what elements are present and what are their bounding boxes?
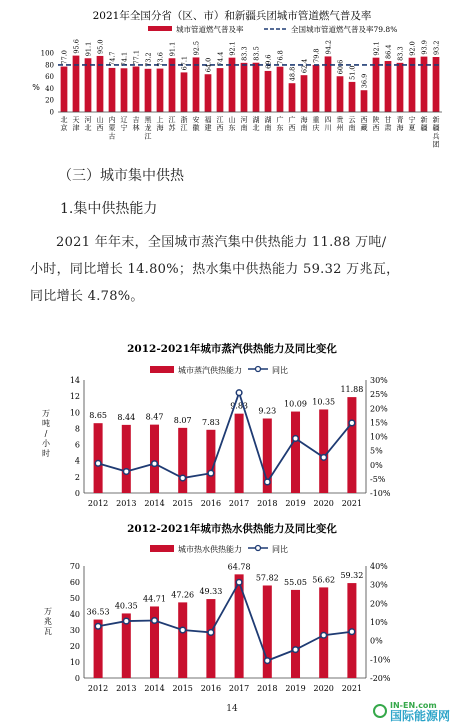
chart1-category-label: 上海 xyxy=(156,116,164,133)
chart1-category-label: 山西 xyxy=(96,116,104,133)
watermark-logo xyxy=(372,700,456,722)
chart1-value-label: 74.1 xyxy=(120,51,129,67)
hotwater-capacity-chart xyxy=(0,516,464,698)
chart1-value-label: 48.8 xyxy=(288,66,297,82)
chart3-category-label: 2020 xyxy=(313,684,334,693)
chart1-bar xyxy=(217,68,224,112)
chart3-yoy-line xyxy=(98,582,352,660)
chart1-bar xyxy=(265,71,272,112)
chart1-bar xyxy=(349,82,356,112)
watermark-leaf-icon xyxy=(374,705,386,717)
chart2-value-label: 10.09 xyxy=(284,399,307,409)
chart2-right-tick: 10% xyxy=(370,432,388,442)
chart1-y-tick: 80 xyxy=(45,61,54,70)
chart3-right-tick: 20% xyxy=(370,599,388,609)
chart1-value-label: 91.1 xyxy=(84,41,93,57)
chart1-y-tick: 40 xyxy=(45,84,54,93)
chart3-value-label: 44.71 xyxy=(143,594,166,604)
gas-penetration-chart xyxy=(0,0,464,160)
chart3-left-tick: 70 xyxy=(69,562,80,571)
steam-capacity-chart xyxy=(0,336,464,516)
chart1-bar xyxy=(373,58,380,112)
chart2-bar xyxy=(235,414,244,493)
chart1-category-label: 广西 xyxy=(288,116,296,133)
paragraph-line-1: 2021 年年末，全国城市蒸汽集中供热能力 11.88 万吨/ xyxy=(56,235,387,250)
chart2-left-tick: 10 xyxy=(69,408,80,418)
chart3-left-tick: 30 xyxy=(69,626,80,635)
chart2-left-tick: 14 xyxy=(69,376,80,385)
chart1-bar xyxy=(205,74,212,112)
chart1-category-label: 湖北 xyxy=(252,116,260,133)
chart1-value-label: 83.5 xyxy=(252,46,261,61)
chart1-value-label: 95.0 xyxy=(96,39,105,54)
chart3-yoy-point xyxy=(293,647,299,653)
chart2-value-label: 9.83 xyxy=(230,401,249,411)
chart2-category-label: 2019 xyxy=(285,499,306,508)
chart1-bar xyxy=(385,61,392,112)
chart3-value-label: 57.82 xyxy=(255,573,279,583)
chart1-bar xyxy=(277,67,284,112)
chart1-bar xyxy=(145,69,152,112)
chart2-right-tick: 25% xyxy=(370,390,388,400)
chart1-bar xyxy=(397,63,404,112)
chart1-value-label: 73.2 xyxy=(144,52,153,67)
chart2-yoy-point xyxy=(152,461,158,467)
chart3-left-tick: 0 xyxy=(74,674,80,683)
chart3-category-label: 2019 xyxy=(285,684,306,693)
chart1-category-label: 黑龙江 xyxy=(144,116,152,141)
chart3-value-label: 47.26 xyxy=(171,590,195,600)
chart1-value-label: 64.0 xyxy=(204,57,213,73)
chart1-value-label: 92.1 xyxy=(372,41,381,56)
chart3-value-label: 40.35 xyxy=(114,601,138,611)
chart1-bar xyxy=(313,65,320,112)
chart3-bar xyxy=(178,602,187,678)
chart1-category-label: 天津 xyxy=(72,116,80,133)
chart1-value-label: 92.0 xyxy=(408,41,417,56)
chart1-legend-line: 全国城市管道燃气普及率79.8% xyxy=(291,25,398,34)
chart3-category-label: 2013 xyxy=(116,684,137,693)
chart3-ylabel: 万兆瓦 xyxy=(44,607,52,636)
chart1-category-label: 河南 xyxy=(240,116,248,133)
chart2-right-tick: 20% xyxy=(370,404,388,414)
chart2-right-tick: -10% xyxy=(370,489,391,498)
chart1-bar xyxy=(337,76,344,112)
chart1-y-tick: 60 xyxy=(45,73,54,82)
chart3-left-tick: 60 xyxy=(69,578,80,587)
chart3-category-label: 2016 xyxy=(200,684,222,693)
chart2-yoy-point xyxy=(265,479,271,485)
chart2-yoy-point xyxy=(95,461,101,467)
chart2-yoy-point xyxy=(293,436,299,442)
chart1-legend-bar-swatch xyxy=(148,26,172,31)
chart2-bar xyxy=(206,430,215,493)
chart1-category-label: 吉林 xyxy=(132,116,140,133)
chart2-category-label: 2018 xyxy=(257,499,278,508)
chart2-category-label: 2012 xyxy=(87,499,109,508)
chart3-right-tick: 0% xyxy=(370,636,383,646)
chart3-right-tick: 40% xyxy=(370,562,388,571)
chart3-category-label: 2014 xyxy=(144,684,165,693)
chart1-category-label: 宁夏 xyxy=(408,116,416,133)
chart1-category-label: 广东 xyxy=(276,116,284,133)
chart1-value-label: 86.4 xyxy=(384,44,393,60)
chart2-category-label: 2013 xyxy=(116,499,137,508)
chart1-category-label: 湖南 xyxy=(264,116,272,133)
chart1-value-label: 95.6 xyxy=(72,39,81,54)
paragraph-line-3: 同比增长 4.78%。 xyxy=(30,289,144,304)
chart1-category-label: 贵州 xyxy=(336,116,344,133)
chart3-right-tick: 10% xyxy=(370,618,388,627)
chart2-left-tick: 2 xyxy=(74,472,80,482)
chart3-legend-marker xyxy=(256,546,261,551)
chart3-category-label: 2012 xyxy=(87,684,109,693)
chart2-bar xyxy=(94,423,103,493)
chart1-bar xyxy=(301,75,308,112)
chart1-category-label: 陕西 xyxy=(372,116,380,133)
chart2-right-tick: -5% xyxy=(370,474,386,484)
chart1-bar xyxy=(253,63,260,112)
chart3-left-tick: 40 xyxy=(69,610,80,619)
chart1-bar xyxy=(121,68,128,112)
chart3-yoy-point xyxy=(124,618,130,624)
chart1-category-label: 山东 xyxy=(228,116,236,133)
chart1-value-label: 94.2 xyxy=(324,39,333,55)
chart1-category-label: 北京 xyxy=(60,116,68,133)
chart3-category-label: 2021 xyxy=(341,684,363,693)
chart1-value-label: 92.1 xyxy=(228,41,237,56)
chart3-yoy-point xyxy=(349,629,355,635)
chart2-bar xyxy=(178,428,187,493)
chart1-value-label: 69.6 xyxy=(264,54,273,69)
chart1-category-label: 辽宁 xyxy=(120,116,128,133)
chart1-category-label: 四川 xyxy=(324,116,332,133)
chart2-value-label: 9.23 xyxy=(258,406,277,416)
chart1-category-label: 云南 xyxy=(348,116,356,133)
chart3-left-tick: 10 xyxy=(69,658,80,667)
watermark-main: 国际能源网 xyxy=(390,709,451,722)
chart3-legend-bar-swatch xyxy=(150,545,174,552)
chart1-value-label: 67.1 xyxy=(180,55,189,71)
chart3-yoy-point xyxy=(180,627,186,633)
chart1-y-tick: 0 xyxy=(49,108,54,117)
chart2-yoy-point xyxy=(124,469,130,475)
chart3-bar xyxy=(291,590,300,678)
chart2-value-label: 8.44 xyxy=(117,412,136,422)
chart3-right-tick: -10% xyxy=(370,655,391,665)
chart1-value-label: 83.3 xyxy=(396,46,405,61)
chart2-yoy-point xyxy=(208,470,214,476)
chart1-bar xyxy=(157,69,164,112)
chart3-category-label: 2017 xyxy=(228,684,250,693)
chart2-ylabel: 万吨/小时 xyxy=(42,409,50,458)
chart3-right-tick: 30% xyxy=(370,580,388,590)
chart1-value-label: 74.4 xyxy=(216,51,225,67)
chart2-category-label: 2020 xyxy=(313,499,334,508)
chart2-bar xyxy=(319,409,328,493)
paragraph xyxy=(30,229,450,310)
chart2-title: 2012-2021年城市蒸汽供热能力及同比变化 xyxy=(127,343,337,355)
chart1-bar xyxy=(133,67,140,112)
chart2-bar xyxy=(150,425,159,493)
chart2-value-label: 10.35 xyxy=(312,397,336,407)
chart3-category-label: 2018 xyxy=(257,684,278,693)
chart1-y-tick: 100 xyxy=(40,49,54,58)
chart2-bar xyxy=(291,412,300,493)
page-number: 14 xyxy=(226,704,238,714)
chart3-value-label: 49.33 xyxy=(199,587,223,597)
chart2-category-label: 2015 xyxy=(172,499,193,508)
chart3-title: 2012-2021年城市热水供热能力及同比变化 xyxy=(127,523,337,535)
chart1-category-label: 海南 xyxy=(300,116,308,133)
chart2-left-tick: 12 xyxy=(69,392,80,402)
chart2-right-tick: 0% xyxy=(370,460,383,470)
chart1-value-label: 93.9 xyxy=(420,40,429,55)
chart3-category-label: 2015 xyxy=(172,684,193,693)
chart3-legend-bar: 城市热水供热能力 xyxy=(178,545,242,554)
chart2-category-label: 2021 xyxy=(341,499,363,508)
chart2-right-tick: 5% xyxy=(370,446,383,456)
chart1-bar xyxy=(361,90,368,112)
chart2-right-tick: 30% xyxy=(370,376,388,385)
chart2-legend-line: 同比 xyxy=(272,366,288,375)
chart3-value-label: 64.78 xyxy=(227,562,251,572)
chart2-left-tick: 0 xyxy=(74,489,80,498)
chart1-title: 2021年全国分省（区、市）和新疆兵团城市管道燃气普及率 xyxy=(92,10,372,22)
chart2-yoy-point xyxy=(349,420,355,426)
chart1-value-label: 77.1 xyxy=(132,50,141,65)
chart3-yoy-point xyxy=(152,618,158,624)
chart1-bar xyxy=(241,63,248,112)
chart2-left-tick: 4 xyxy=(74,456,80,466)
chart3-right-tick: -20% xyxy=(370,674,391,683)
chart1-value-label: 91.1 xyxy=(168,41,177,57)
chart1-bar xyxy=(181,72,188,112)
chart3-value-label: 56.62 xyxy=(312,575,336,585)
chart2-left-tick: 6 xyxy=(74,440,80,450)
chart1-bar xyxy=(85,58,92,112)
chart1-category-label: 福建 xyxy=(204,116,212,133)
chart1-category-label: 浙江 xyxy=(180,116,188,133)
chart1-bar xyxy=(61,67,68,112)
chart3-left-tick: 20 xyxy=(69,642,80,651)
chart1-bar xyxy=(289,83,296,112)
chart2-category-label: 2014 xyxy=(144,499,165,508)
chart1-value-label: 73.6 xyxy=(156,52,165,67)
chart2-legend-marker xyxy=(256,367,261,372)
chart2-value-label: 8.07 xyxy=(173,415,192,425)
chart1-category-label: 河北 xyxy=(84,116,92,133)
chart2-value-label: 7.83 xyxy=(201,417,220,427)
chart3-yoy-point xyxy=(208,630,214,636)
chart1-value-label: 62.4 xyxy=(300,58,309,74)
chart1-value-label: 77.0 xyxy=(60,50,69,65)
chart1-bar xyxy=(409,58,416,112)
chart1-unit: % xyxy=(32,83,40,92)
chart3-yoy-point xyxy=(265,658,271,664)
chart2-category-label: 2017 xyxy=(228,499,250,508)
chart1-category-label: 重庆 xyxy=(312,116,320,133)
chart2-left-tick: 8 xyxy=(74,424,80,434)
paragraph-line-2: 小时，同比增长 14.80%；热水集中供热能力 59.32 万兆瓦， xyxy=(30,262,400,277)
chart1-value-label: 60.6 xyxy=(336,59,345,75)
chart2-right-tick: 15% xyxy=(370,418,388,428)
chart1-bar xyxy=(73,56,80,112)
chart3-left-tick: 50 xyxy=(69,594,80,603)
chart2-category-label: 2016 xyxy=(200,499,222,508)
chart1-category-label: 青海 xyxy=(396,116,404,133)
chart1-category-label: 内蒙古 xyxy=(108,116,116,141)
chart2-legend-bar-swatch xyxy=(150,366,174,373)
chart1-bar xyxy=(169,58,176,112)
chart3-legend-line: 同比 xyxy=(272,545,288,554)
chart1-value-label: 36.9 xyxy=(360,73,369,89)
chart3-value-label: 59.32 xyxy=(340,571,364,581)
chart1-value-label: 93.2 xyxy=(432,40,441,56)
chart1-value-label: 92.5 xyxy=(192,40,201,56)
chart1-value-label: 79.8 xyxy=(312,48,321,63)
chart2-value-label: 11.88 xyxy=(340,385,364,395)
chart2-legend-bar: 城市蒸汽供热能力 xyxy=(178,366,242,375)
chart3-bar xyxy=(206,599,215,678)
chart2-yoy-point xyxy=(321,455,327,461)
sub-title: 1.集中供热能力 xyxy=(60,201,158,217)
chart1-bar xyxy=(229,58,236,112)
chart1-bar xyxy=(109,68,116,112)
chart1-category-label: 江苏 xyxy=(168,116,176,133)
chart3-yoy-point xyxy=(236,579,242,585)
chart3-value-label: 55.05 xyxy=(284,577,307,587)
chart1-y-tick: 20 xyxy=(45,96,54,105)
chart1-category-label: 西藏 xyxy=(360,116,368,133)
section-title: （三）城市集中供热 xyxy=(58,168,184,184)
chart1-category-label: 甘肃 xyxy=(384,116,392,133)
watermark-small: IN-EN.com xyxy=(390,701,437,710)
chart1-value-label: 74.7 xyxy=(108,51,117,66)
chart1-legend-bar: 城市管道燃气普及率 xyxy=(176,25,244,34)
chart2-yoy-point xyxy=(236,390,242,396)
chart1-category-label: 新疆兵团 xyxy=(432,116,440,149)
chart2-value-label: 8.47 xyxy=(145,412,164,422)
chart3-yoy-point xyxy=(95,623,101,629)
chart3-value-label: 36.53 xyxy=(86,607,110,617)
chart1-value-label: 51.0 xyxy=(348,65,357,80)
chart2-bar xyxy=(347,397,356,493)
chart1-value-label: 83.3 xyxy=(240,46,249,61)
chart2-value-label: 8.65 xyxy=(89,411,108,421)
chart3-yoy-point xyxy=(321,632,327,638)
chart2-yoy-point xyxy=(180,475,186,481)
chart2-bar xyxy=(122,425,131,493)
chart1-value-label: 76.8 xyxy=(276,50,285,65)
chart1-category-label: 新疆 xyxy=(420,116,428,133)
chart1-category-label: 江西 xyxy=(216,116,224,133)
chart1-category-label: 安徽 xyxy=(192,116,200,133)
